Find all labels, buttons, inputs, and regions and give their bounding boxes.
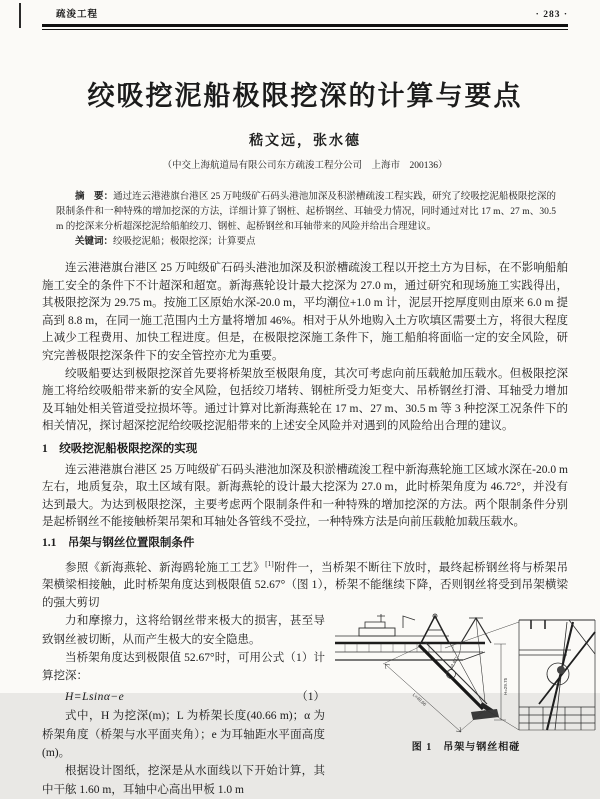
section-1-heading: 1 绞吸挖泥船极限挖深的实现 xyxy=(42,442,198,455)
para-post-text: 附件一，当桥架不断往下放时，最终起桥钢丝将与桥架吊架横梁相接触，此时桥架角度达到极限值 52.67°（图 1），桥架不能继续下降，否则钢丝将受到吊架横梁的强大剪切 xyxy=(42,561,569,609)
figure1 xyxy=(333,612,599,757)
detail-view xyxy=(519,620,595,730)
intro-paragraph-1: 连云港港旗台港区 25 万吨级矿石码头港池加深及积淤槽疏浚工程以开挖土方为目标，在不影响船舶施工安全的条件下不计超深和超宽。新海燕轮设计最大挖深为 27.0 m，通过研究和现场施工实践得出，其极限挖深为 29.75 m。按施工区原始水深-20.0 m，平均潮位+1.0 m 计，泥层开挖厚度则由原来 6.0 m 提高到 8.8 m，在同一施工范围内土方量将增加 46%。相对于从外地购入土方吹填区需要土方，将很大程度上减少工程费用、加快工程进度。但是，在极限挖深施工条件下，施工船舶将面临一定的安全风险，研究完善极限挖深条件下的安全管控亦尤为重要。 xyxy=(42,262,568,362)
intro-paragraph-2: 绞吸船要达到极限挖深首先要将桥架放至极限角度，其次可考虑向前压载舱加压载水。但极限挖深施工将给绞吸船带来新的安全风险，包括绞刀堵转、钢桩所受力矩变大、吊桥钢丝打滑、耳轴受力增加及耳轴处相关管道受拉损坏等。通过计算对比新海燕轮在 17 m、27 m、30.5 m 等 3 种挖深工况条件下的相关情况，探讨超深挖泥给绞吸挖泥船带来的上述安全风险并对遇到的风险给出合理的建议。 xyxy=(42,367,568,433)
bridge-angle-dim-label: 52.67° xyxy=(448,655,460,670)
section-1-paragraph: 连云港港旗台港区 25 万吨级矿石码头港池加深及积淤槽疏浚工程中新海燕轮施工区域水深在-20.0 m 左右，地质复杂，取土区域有限。新海燕轮的设计最大挖深为 27.0 m，此时桥架角度为 46.72°，并没有达到最大。为达到极限挖深，主要考虑两个限制条件和一种特殊的增加挖深的方法。两个限制条件分别是起桥钢丝不能接触桥架吊架和耳轴处各管线不受拉，一种特殊方法是向前压载舱加载压载水。 xyxy=(42,463,568,529)
figure1-drawing xyxy=(333,612,599,736)
reference-superscript: [1] xyxy=(265,558,274,568)
section-1-1-heading: 1.1 吊架与钢丝位置限制条件 xyxy=(42,536,195,549)
rear-frame xyxy=(461,618,491,643)
figure1-caption: 图 1 吊架与钢丝相碰 xyxy=(411,742,521,754)
abstract-label: 摘 要： xyxy=(75,192,114,202)
page-number: · 283 · xyxy=(535,10,568,20)
depth-dim-label: H=29.75 xyxy=(503,677,508,696)
affiliation: （中交上海航道局有限公司东方疏浚工程分公司 上海市 200136） xyxy=(162,161,448,171)
paragraph-continuation: 力和摩擦力，这将给钢丝带来极大的损害，甚至导致钢丝被切断，从而产生极大的安全隐患。 xyxy=(42,615,325,646)
dredger-side-view xyxy=(335,614,519,732)
formula-intro-paragraph: 当桥架角度达到极限值 52.67°时，可用公式（1）计算挖深： xyxy=(42,651,325,683)
formula-terms-paragraph: 式中，H 为挖深(m)；L 为桥架长度(40.66 m)；α 为桥架角度（桥架与水平面夹角）；e 为耳轴距水平面高度(m)。 xyxy=(42,710,325,759)
depth-formula: H=Lsinα−e xyxy=(65,690,125,703)
running-header xyxy=(42,6,568,20)
keywords-text: 绞吸挖泥船；极限挖深；计算要点 xyxy=(113,237,256,247)
two-column-region xyxy=(42,612,568,799)
header-double-rule xyxy=(42,24,568,30)
formula-row xyxy=(42,688,325,706)
ladder-length-dim-label: L=40.66 xyxy=(411,692,428,707)
abstract-text: 通过连云港港旗台港区 25 万吨级矿石码头港池加深及积淤槽疏浚工程实践，研究了绞吸挖泥船极限挖深的限制条件和一种特殊的增加挖深的方法，详细计算了钢桩、起桥钢丝、耳轴受力情况，同时通过对比 17 m、27 m、30.5 m 的挖深来分析超深挖泥给船舶绞刀、钢桩、起桥钢丝和耳轴带来的风险并给出合理建议。 xyxy=(56,192,556,232)
section-1-1-paragraph-fullwidth xyxy=(42,555,568,613)
left-text-column xyxy=(42,612,325,799)
abstract-block xyxy=(56,190,556,250)
ladder xyxy=(419,645,483,709)
formula-number: （1） xyxy=(296,690,325,703)
para-pre-text: 参照《新海燕轮、新海鸥轮施工工艺》 xyxy=(65,561,266,574)
scan-edge-artifact xyxy=(19,3,21,28)
keywords-line xyxy=(56,235,556,250)
body-text xyxy=(42,260,568,799)
journal-name: 疏浚工程 xyxy=(56,10,99,20)
a-frame-gantry xyxy=(421,614,449,643)
page-title: 绞吸挖泥船极限挖深的计算与要点 xyxy=(87,81,523,111)
abstract-paragraph xyxy=(56,190,556,235)
figure-column xyxy=(333,612,569,799)
keywords-label: 关键词： xyxy=(75,237,114,247)
authors: 嵇文远，张水德 xyxy=(249,134,361,149)
design-note-paragraph: 根据设计图纸，挖深是从水面线以下开始计算，其中干舷 1.60 m，耳轴中心高出甲板 1.0 m xyxy=(42,765,325,796)
